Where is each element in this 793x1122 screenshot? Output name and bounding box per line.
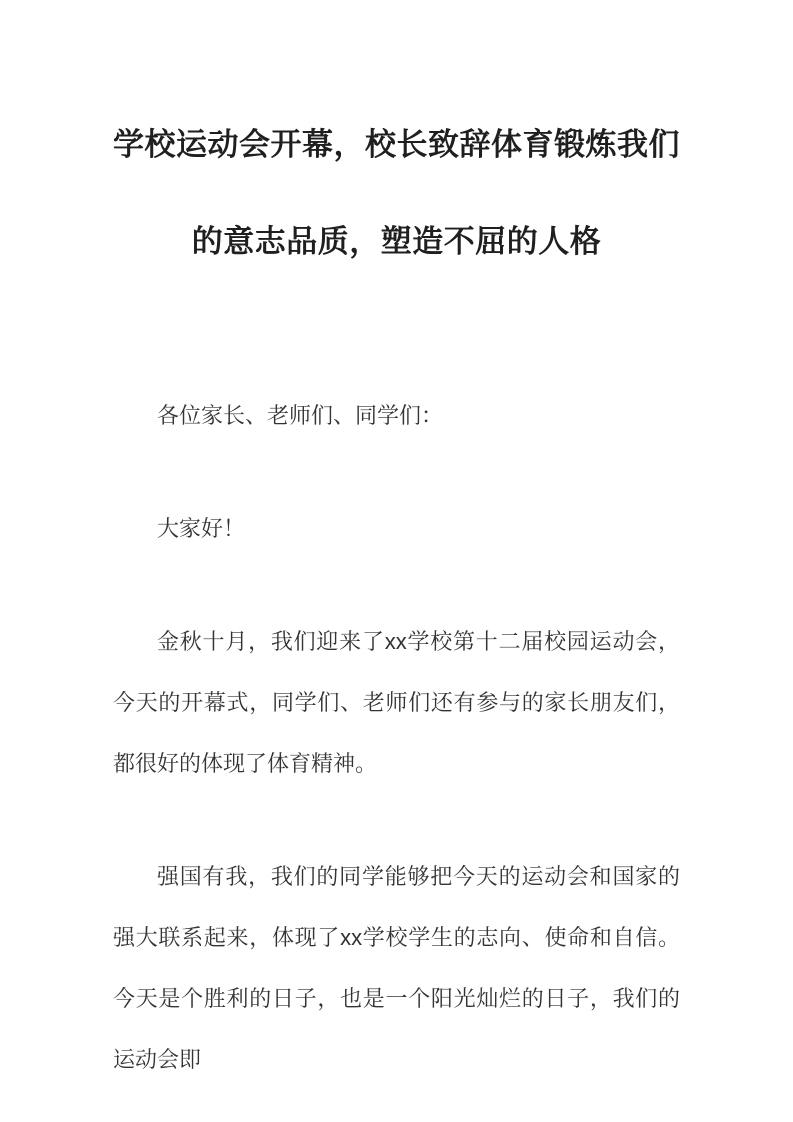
paragraph-salutation: 各位家长、老师们、同学们： bbox=[157, 403, 444, 428]
paragraph-greeting: 大家好！ bbox=[157, 516, 246, 541]
paragraph-body-2: 强国有我，我们的同学能够把今天的运动会和国家的强大联系起来，体现了xx学校学生的志向、使命和自信。今天是个胜利的日子，也是一个阳光灿烂的日子，我们的运动会即 bbox=[113, 864, 680, 1072]
document-title: 学校运动会开幕，校长致辞体育锻炼我们的意志品质，塑造不屈的人格 bbox=[113, 127, 680, 259]
paragraph-body-1: 金秋十月，我们迎来了xx学校第十二届校园运动会，今天的开幕式，同学们、老师们还有参与的家长朋友们，都很好的体现了体育精神。 bbox=[113, 629, 680, 776]
